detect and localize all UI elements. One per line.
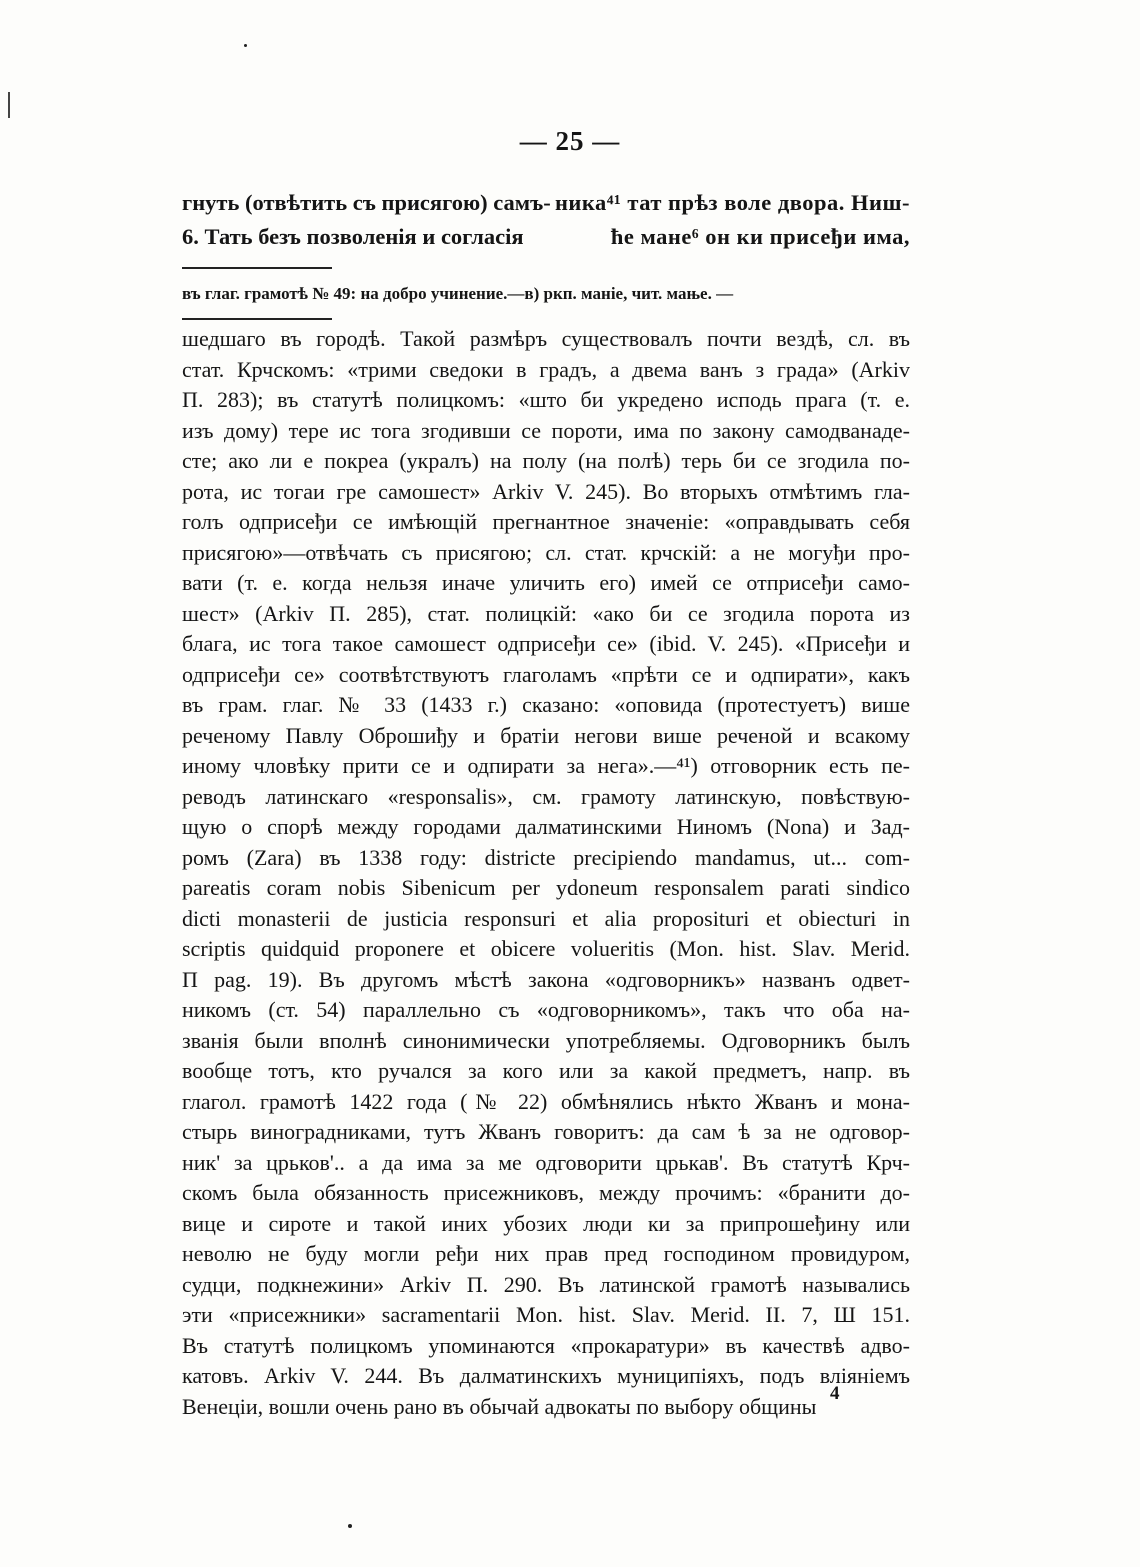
page-number: — 25 — [519, 126, 621, 156]
text-line: скомъ была обязанность присежниковъ, между прочимъ: «бранити до- [182, 1180, 910, 1205]
text-line: шест» (Arkiv П. 285), стат. полицкій: «ако би се згодила порота из [182, 600, 910, 626]
footnote-line: въ глаг. грамотѣ № 49: на добро учинение.—в) ркп. маніе, чит. мање. — [182, 284, 734, 303]
left-column-line: гнуть (отвѣтить съ присягою) самъ- [182, 190, 551, 215]
divider-rule [182, 267, 332, 269]
text-line: голъ одприсеђи се имѣющій прегнантное значеніе: «оправдывать себя [182, 509, 910, 534]
divider-rule [182, 318, 332, 320]
text-line: шедшаго въ городѣ. Такой размѣръ существовалъ почти вездѣ, сл. въ [182, 326, 910, 351]
text-line: П pag. 19). Въ другомъ мѣстѣ закона «одговорникъ» названъ одвет- [182, 966, 910, 992]
right-column [550, 186, 910, 254]
scan-speck [348, 1524, 352, 1528]
text-line: реводъ латинскаго «responsalis», см. грамоту латинскую, повѣствую- [182, 783, 910, 809]
signature-mark: 4 [830, 1383, 840, 1404]
left-column [182, 186, 551, 254]
text-line: присягою»—отвѣчать съ присягою; сл. стат. крчскій: а не могуђи про- [182, 539, 910, 565]
two-column-excerpt [182, 186, 910, 254]
main-text-block [182, 324, 910, 1422]
text-line: щую о спорѣ между городами далматинскими Ниномъ (Nona) и Зад- [182, 814, 910, 839]
text-line: реченому Павлу Оброшиђу и братіи негови више реченой и всакому [182, 722, 910, 748]
text-line: въ грам. глаг. № 33 (1433 г.) сказано: «оповида (протестуетъ) више [182, 692, 910, 717]
text-line: званія были вполнѣ синонимически употребляемы. Одговорникъ былъ [182, 1027, 910, 1053]
text-line: Въ статутѣ полицкомъ упоминаются «прокаратури» въ качествѣ адво- [182, 1332, 910, 1358]
text-line: неволю не буду могли ређи них прав пред господином провидуром, [182, 1241, 910, 1266]
text-line: катовъ. Arkiv V. 244. Въ далматинскихъ муниципіяхъ, подъ вліяніемъ [182, 1363, 910, 1388]
text-line: П. 283); въ статутѣ полицкомъ: «што би укредено исподь прага (т. е. [182, 387, 910, 412]
text-line: Венеціи, вошли очень рано въ обычай адвокаты по выбору общины [182, 1393, 817, 1419]
text-line: никомъ (ст. 54) параллельно съ «одговорникомъ», такъ что оба на- [182, 997, 910, 1022]
left-column-line: 6. Тать безъ позволенія и согласія [182, 224, 524, 249]
text-line: блага, ис тога такое самошест одприсеђи се» (ibid. V. 245). «Присеђи и [182, 631, 910, 656]
text-line: вообще тотъ, кто ручался за кого или за какой предметъ, напр. въ [182, 1058, 910, 1083]
text-line: эти «присежники» sacramentarii Mon. hist. Slav. Merid. II. 7, Ш 151. [182, 1302, 910, 1327]
scan-edge-mark [8, 92, 10, 118]
text-line: рота, ис тогаи гре самошест» Arkiv V. 245). Во вторыхъ отмѣтимъ гла- [182, 478, 910, 504]
text-line: одприсеђи се» соотвѣтствуютъ глаголамъ «прѣти се и одпирати», какъ [182, 661, 910, 687]
text-line: стырь виноградниками, тутъ Жванъ говоритъ: да сам ѣ за не одговор- [182, 1119, 910, 1144]
text-line: судци, подкнежини» Arkiv П. 290. Въ латинской грамотѣ назывались [182, 1271, 910, 1297]
text-line: вице и сироте и такой иних убозих люди ки за припрошеђину или [182, 1210, 910, 1236]
text-line: ромъ (Zara) въ 1338 году: districte precipiendo mandamus, ut... com- [182, 844, 910, 870]
text-line: вати (т. е. когда нельзя иначе уличить его) имей се отприсеђи само- [182, 570, 910, 595]
text-line: стат. Крчскомъ: «трими сведоки в градъ, а двема ванъ з града» (Arkiv [182, 356, 910, 382]
text-line: dicti monasterii de justicia responsuri et alia propositurі et obiecturi in [182, 905, 910, 931]
text-line: сте; ако ли е покреа (укралъ) на полу (на полѣ) терь би се згодила по- [182, 448, 910, 473]
text-line: scriptis quidquid proponere et obicere volueritis (Mon. hist. Slav. Merid. [182, 936, 910, 961]
text-line: изъ дому) тере ис тога згодивши се пороти, има по закону самодванаде- [182, 417, 910, 443]
text-line: глагол. грамотѣ 1422 года (№ 22) обмѣнялись нѣкто Жванъ и мона- [182, 1088, 910, 1114]
right-column-line: ће мане⁶ он ки присеђи има, [610, 224, 910, 249]
right-column-line: ника⁴¹ тат прѣз воле двора. Ниш- [554, 190, 910, 215]
scan-speck [244, 44, 247, 47]
text-line: pareatis coram nobis Sibenicum per ydoneum responsalem parati sindico [182, 875, 910, 900]
text-line: ник' за црьков'.. а да има за ме одговорити црькав'. Въ статутѣ Крч- [182, 1149, 910, 1175]
text-line: иному чловѣку прити се и одпирати за нега».—⁴¹) отговорник есть пе- [182, 753, 910, 778]
